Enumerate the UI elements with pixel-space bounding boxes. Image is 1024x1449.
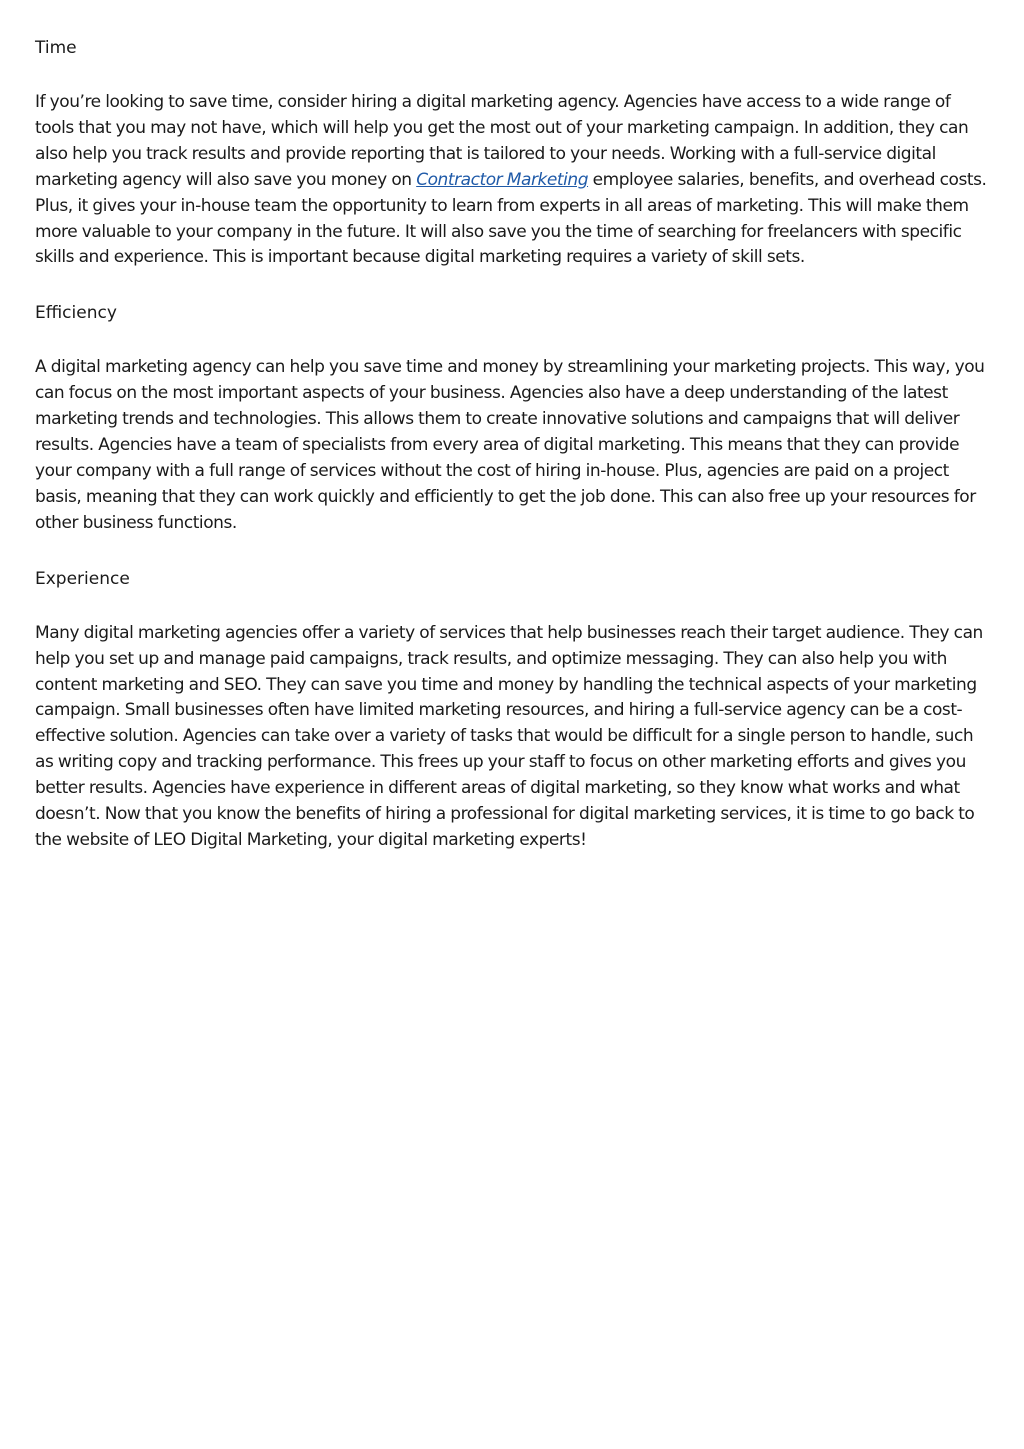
section-heading-time: Time: [35, 38, 77, 58]
section-heading-efficiency: Efficiency: [35, 303, 117, 324]
section-paragraph-experience: Many digital marketing agencies offer a variety of services that help businesses reach their target audience. They can help you set up and manage paid campaigns, track results, and optimize messaging. They can also help you with content marketing and SEO. They can save you time and money by handling the technical aspects of your marketing campaign. Small businesses often have limited marketing resources, and hiring a full-service agency can be a cost-effective solution. Agencies can take over a variety of tasks that would be difficult for a single person to handle, such as writing copy and tracking performance. This frees up your staff to focus on other marketing efforts and gives you better results. Agencies have experience in different areas of digital marketing, so they know what works and what doesn’t. Now that you know the benefits of hiring a professional for digital marketing services, it is time to go back to the website of LEO Digital Marketing, your digital marketing experts!: [35, 622, 983, 850]
section-paragraph-efficiency: A digital marketing agency can help you save time and money by streamlining your marketing projects. This way, you can focus on the most important aspects of your business. Agencies also have a deep understanding of the latest marketing trends and technologies. This allows them to create innovative solutions and campaigns that will deliver results. Agencies have a team of specialists from every area of digital marketing. This means that they can provide your company with a full range of services without the cost of hiring in-house. Plus, agencies are paid on a project basis, meaning that they can work quickly and efficiently to get the job done. This can also free up your resources for other business functions.: [35, 357, 985, 533]
section-paragraph-time: [35, 90, 990, 271]
contractor-marketing-link[interactable]: Contractor Marketing: [416, 169, 589, 190]
paragraph-text-before-link: If you’re looking to save time, consider hiring a digital marketing agency. Agencies have access to a wide range of tools that you may not have, which will help you get the most out of your marketing campaign. In addition, they can also help you track results and provide reporting that is tailored to your needs. Working with a full-service digital marketing agency will also save you money on: [35, 92, 969, 190]
paragraph-text-after-link: employee salaries, benefits, and overhead costs. Plus, it gives your in-house team the opportunity to learn from experts in all areas of marketing. This will make them more valuable to your company in the future. It will also save you the time of searching for freelancers with specific skills and experience. This is important because digital marketing requires a variety of skill sets.: [35, 169, 987, 268]
section-heading-experience: Experience: [35, 568, 130, 589]
